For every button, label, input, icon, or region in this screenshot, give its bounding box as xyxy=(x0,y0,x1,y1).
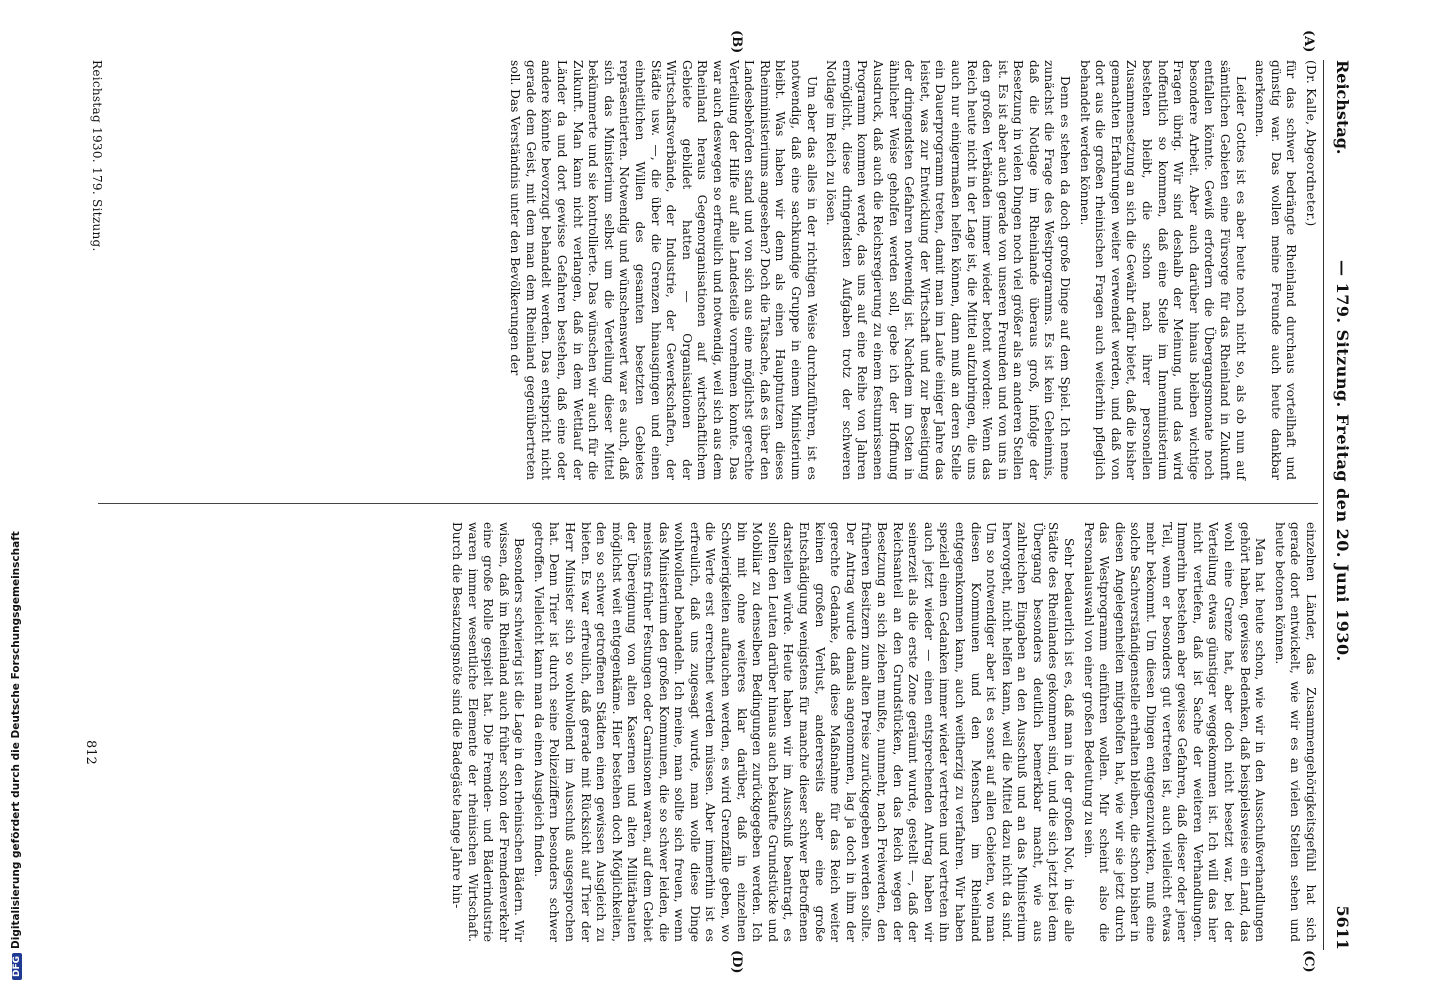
paragraph: Leider Gottes ist es aber heute noch nicht so, als ob nun auf sämtlichen Gebieten eine Fürsorge für das Rheinland in Zukunft entfallen könnte. Gewiß erfordern die Übergangsmonate noch besondere Arbeit. Aber auch darüber hinaus bleiben wichtige Fragen übrig. Wir sind deshalb der Meinung, und das wird hoffentlich so kommen, daß eine Stelle im Innenministerium bestehen bleibt, die schon nach ihrer personellen Zusammensetzung an sich die Gewähr dafür bietet, daß die bisher gemachten Erfahrungen weiter verwendet werden, und daß von dort aus die großen rheinischen Fragen auch weiterhin pfleglich behandelt werden können. xyxy=(1077,60,1248,480)
paragraph: Man hat heute schon, wie wir in den Ausschußverhandlungen gehört haben, gewisse Bedenken, daß beispielsweise ein Land, das wohl eine Grenze hat, aber doch nicht besetzt war, bei der Verteilung etwas günstiger weggekommen ist. Ich will das hier nicht vertiefen, daß ist Sache der weiteren Verhandlungen. Immerhin bestehen aber gewisse Gefahren, daß dieser oder jener Teil, wenn er besonders gut vertreten ist, auch vielleicht etwas mehr bekommt. Um diesen Dingen entgegenzuwirken, muß eine solche Sachverständigenstelle erhalten bleiben, die schon bisher in diesen Angelegenheiten mitgeholfen hat, wie wir sie jetzt durch das Westprogramm einführen wollen. Mir scheint also die Personalauswahl von einer großen Bedeutung zu sein. xyxy=(1081,522,1268,942)
paragraph: Besonders schwierig ist die Lage in den rheinischen Bädern. Wir wissen, daß im Rheinland auch früher schon der Fremdenverkehr eine große Rolle gespielt hat. Die Fremden- und Bäderindustrie waren immer wesentliche Elemente der rheinischen Wirtschaft. Durch die Besatzungsnöte sind die Badegäste lange Jahre hin- xyxy=(449,522,527,942)
running-header xyxy=(1326,60,1356,950)
digitization-credit xyxy=(10,380,26,980)
left-column xyxy=(503,60,1318,480)
footer-page-number: 812 xyxy=(83,740,98,765)
header-center: — 179. Sitzung. Freitag den 20. Juni 1930. xyxy=(1333,260,1352,662)
margin-marker-c: (C) xyxy=(1301,950,1316,973)
right-column xyxy=(444,522,1318,942)
margin-marker-d: (D) xyxy=(729,950,744,974)
margin-marker-b: (B) xyxy=(729,30,744,54)
paragraph: Um aber das alles in der richtigen Weise durchzuführen, ist es notwendig, daß eine sachkundige Gruppe in einem Ministerium bleibt. Was haben wir denn als einen Hauptnutzen dieses Rheinministeriums angesehen? Doch die Tatsache, daß es über den Landesbehörden stand und von sich aus eine möglichst gerechte Verteilung der Hilfe auf alle Landesteile vornehmen konnte. Das war auch deswegen so erfreulich und notwendig, weil sich aus dem Rheinland heraus Gegenorganisationen auf wirtschaftlichem Gebiete gebildet hatten — Organisationen der Wirtschaftsverbände, der Industrie, der Gewerkschaften, der Städte usw. —, die über die Grenzen hinausgingen und einen einheitlichen Willen des gesamten besetzten Gebietes repräsentierten. Notwendig und wünschenswert war es auch, daß sich das Ministerium selbst um die Verteilung dieser Mittel bekümmerte und sie kontrollierte. Das wünschen wir auch für die Zukunft. Man kann nicht verlangen, daß in dem Wettlauf der Länder da und dort gewisse Gefahren bestehen, daß eine oder andere könnte bevorzugt behandelt werden. Das entspricht nicht gerade dem Geist, mit dem man dem Rheinland gegenübertreten soll. Das Verständnis unter den Bevölkerungen der xyxy=(508,60,819,480)
footer-left: Reichstag 1930. 179. Sitzung. xyxy=(90,60,104,252)
paragraph: Sehr bedauerlich ist es, daß man in der großen Not, in die alle Städte des Rheinlandes gekommen sind, und die sich jetzt bei dem Übergang besonders deutlich bemerkbar macht, wie aus zahlreichen Eingaben an den Ausschuß und an das Ministerium hervorgeht, nicht helfen kann, weil die Mittel dazu nicht da sind. Um so notwendiger aber ist es sonst auf allen Gebieten, wo man diesen Kommunen und den Menschen im Rheinland entgegenkommen kann, auch weitherzig zu verfahren. Wir haben speziell einen Gedanken immer wieder vertreten und vertreten ihn auch jetzt wieder — einen entsprechenden Antrag haben wir seinerzeit als die erste Zone geräumt wurde, gestellt —, daß der Reichsanteil an den Grundstücken, den das Reich wegen der Besetzung an sich ziehen mußte, nunmehr, nach Freiwerden, den früheren Besitzern zum alten Preise zurückgegeben werden sollte. Der Antrag wurde damals angenommen, lag ja doch in ihm der gerechte Gedanke, daß diese Maßnahme für das Reich weiter keinen großen Verlust, andererseits aber eine große Entschädigung wenigstens für manche dieser schwer Betroffenen darstellen würde. Heute haben wir im Ausschuß beantragt, es sollten den Leuten darüber hinaus auch bekaufte Grundstücke und Mobiliar zu denselben Bedingungen zurückgegeben werden. Ich bin mit ohne weiteres klar darüber, daß in einzelnen Schwierigkeiten auftauchen werden, es wird Grenzfälle geben, wo die Werte erst errechnet werden müssen. Aber immerhin ist es erfreulich, daß uns zugesagt wurde, man wolle diese Dinge wohlwollend behandeln. Ich meine, man sollte sich freuen, wenn das Ministerium den großen Kommunen, die so schwer leiden, die meistens früher Festungen oder Garnisonen waren, auf dem Gebiet der Übereignung von alten Kasernen und alten Militärbauten möglichst weit entgegenkäme. Hier bestehen doch Möglichkeiten, den so schwer getroffenen Städten einen gewissen Ausgleich zu bieten. Es war erfreulich, daß gerade mit Rücksicht auf Trier der Herr Minister sich so wohlwollend im Ausschuß ausgesprochen hat. Denn Trier ist durch seine Polizeiziffern besonders schwer getroffen. Vielleicht kann man da einen Ausgleich finden. xyxy=(531,522,1077,942)
margin-marker-a: (A) xyxy=(1301,30,1316,53)
header-rule xyxy=(1323,60,1324,950)
column-separator xyxy=(98,503,1318,504)
paragraph: einzelnen Länder, das Zusammengehörigkeitsgefühl hat sich gerade dort entwickelt, wie wir es an vielen Stellen sehen und heute betonen können. xyxy=(1272,522,1318,942)
header-left: Reichstag. xyxy=(1333,60,1352,155)
speaker-line: (Dr. Kalle, Abgeordneter.) xyxy=(1304,60,1318,227)
paragraph: für das schwer bedrängte Rheinland durchaus vorteilhaft und günstig war. Das wollen meine Freunde auch heute dankbar anerkennen. xyxy=(1253,60,1299,480)
dfg-logo: DFG xyxy=(12,953,22,980)
paragraph: Denn es stehen da doch große Dinge auf dem Spiel. Ich nenne zunächst die Frage des Westprogramms. Es ist kein Geheimnis, daß die Notlage im Rheinlande überaus groß, infolge der Besetzung in vielen Dingen noch viel größer als an anderen Stellen ist. Es ist aber auch gerade von unseren Freunden und von uns in den großen Verbänden immer wieder betont worden: Wenn das Reich heute nicht in der Lage ist, die Mittel aufzubringen, die uns auch nur einigermaßen helfen können, dann muß an deren Stelle ein Dauerprogramm treten, damit man im Laufe einiger Jahre das leistet, was zur Entwicklung der Wirtschaft und zur Beseitigung der dringendsten Gefahren notwendig ist. Nachdem im Osten in ähnlicher Weise geholfen werden soll, gebe ich der Hoffnung Ausdruck, daß auch die Reichsregierung zu einem festumrissenen Programm kommen werde, das uns auf eine Reihe von Jahren ermöglicht, diese dringendsten Aufgaben trotz der schweren Notlage im Reich zu lösen. xyxy=(824,60,1073,480)
page-number: 5611 xyxy=(1333,905,1352,950)
credit-text: Digitalisierung gefördert durch die Deutsche Forschungsgemeinschaft xyxy=(10,531,22,949)
